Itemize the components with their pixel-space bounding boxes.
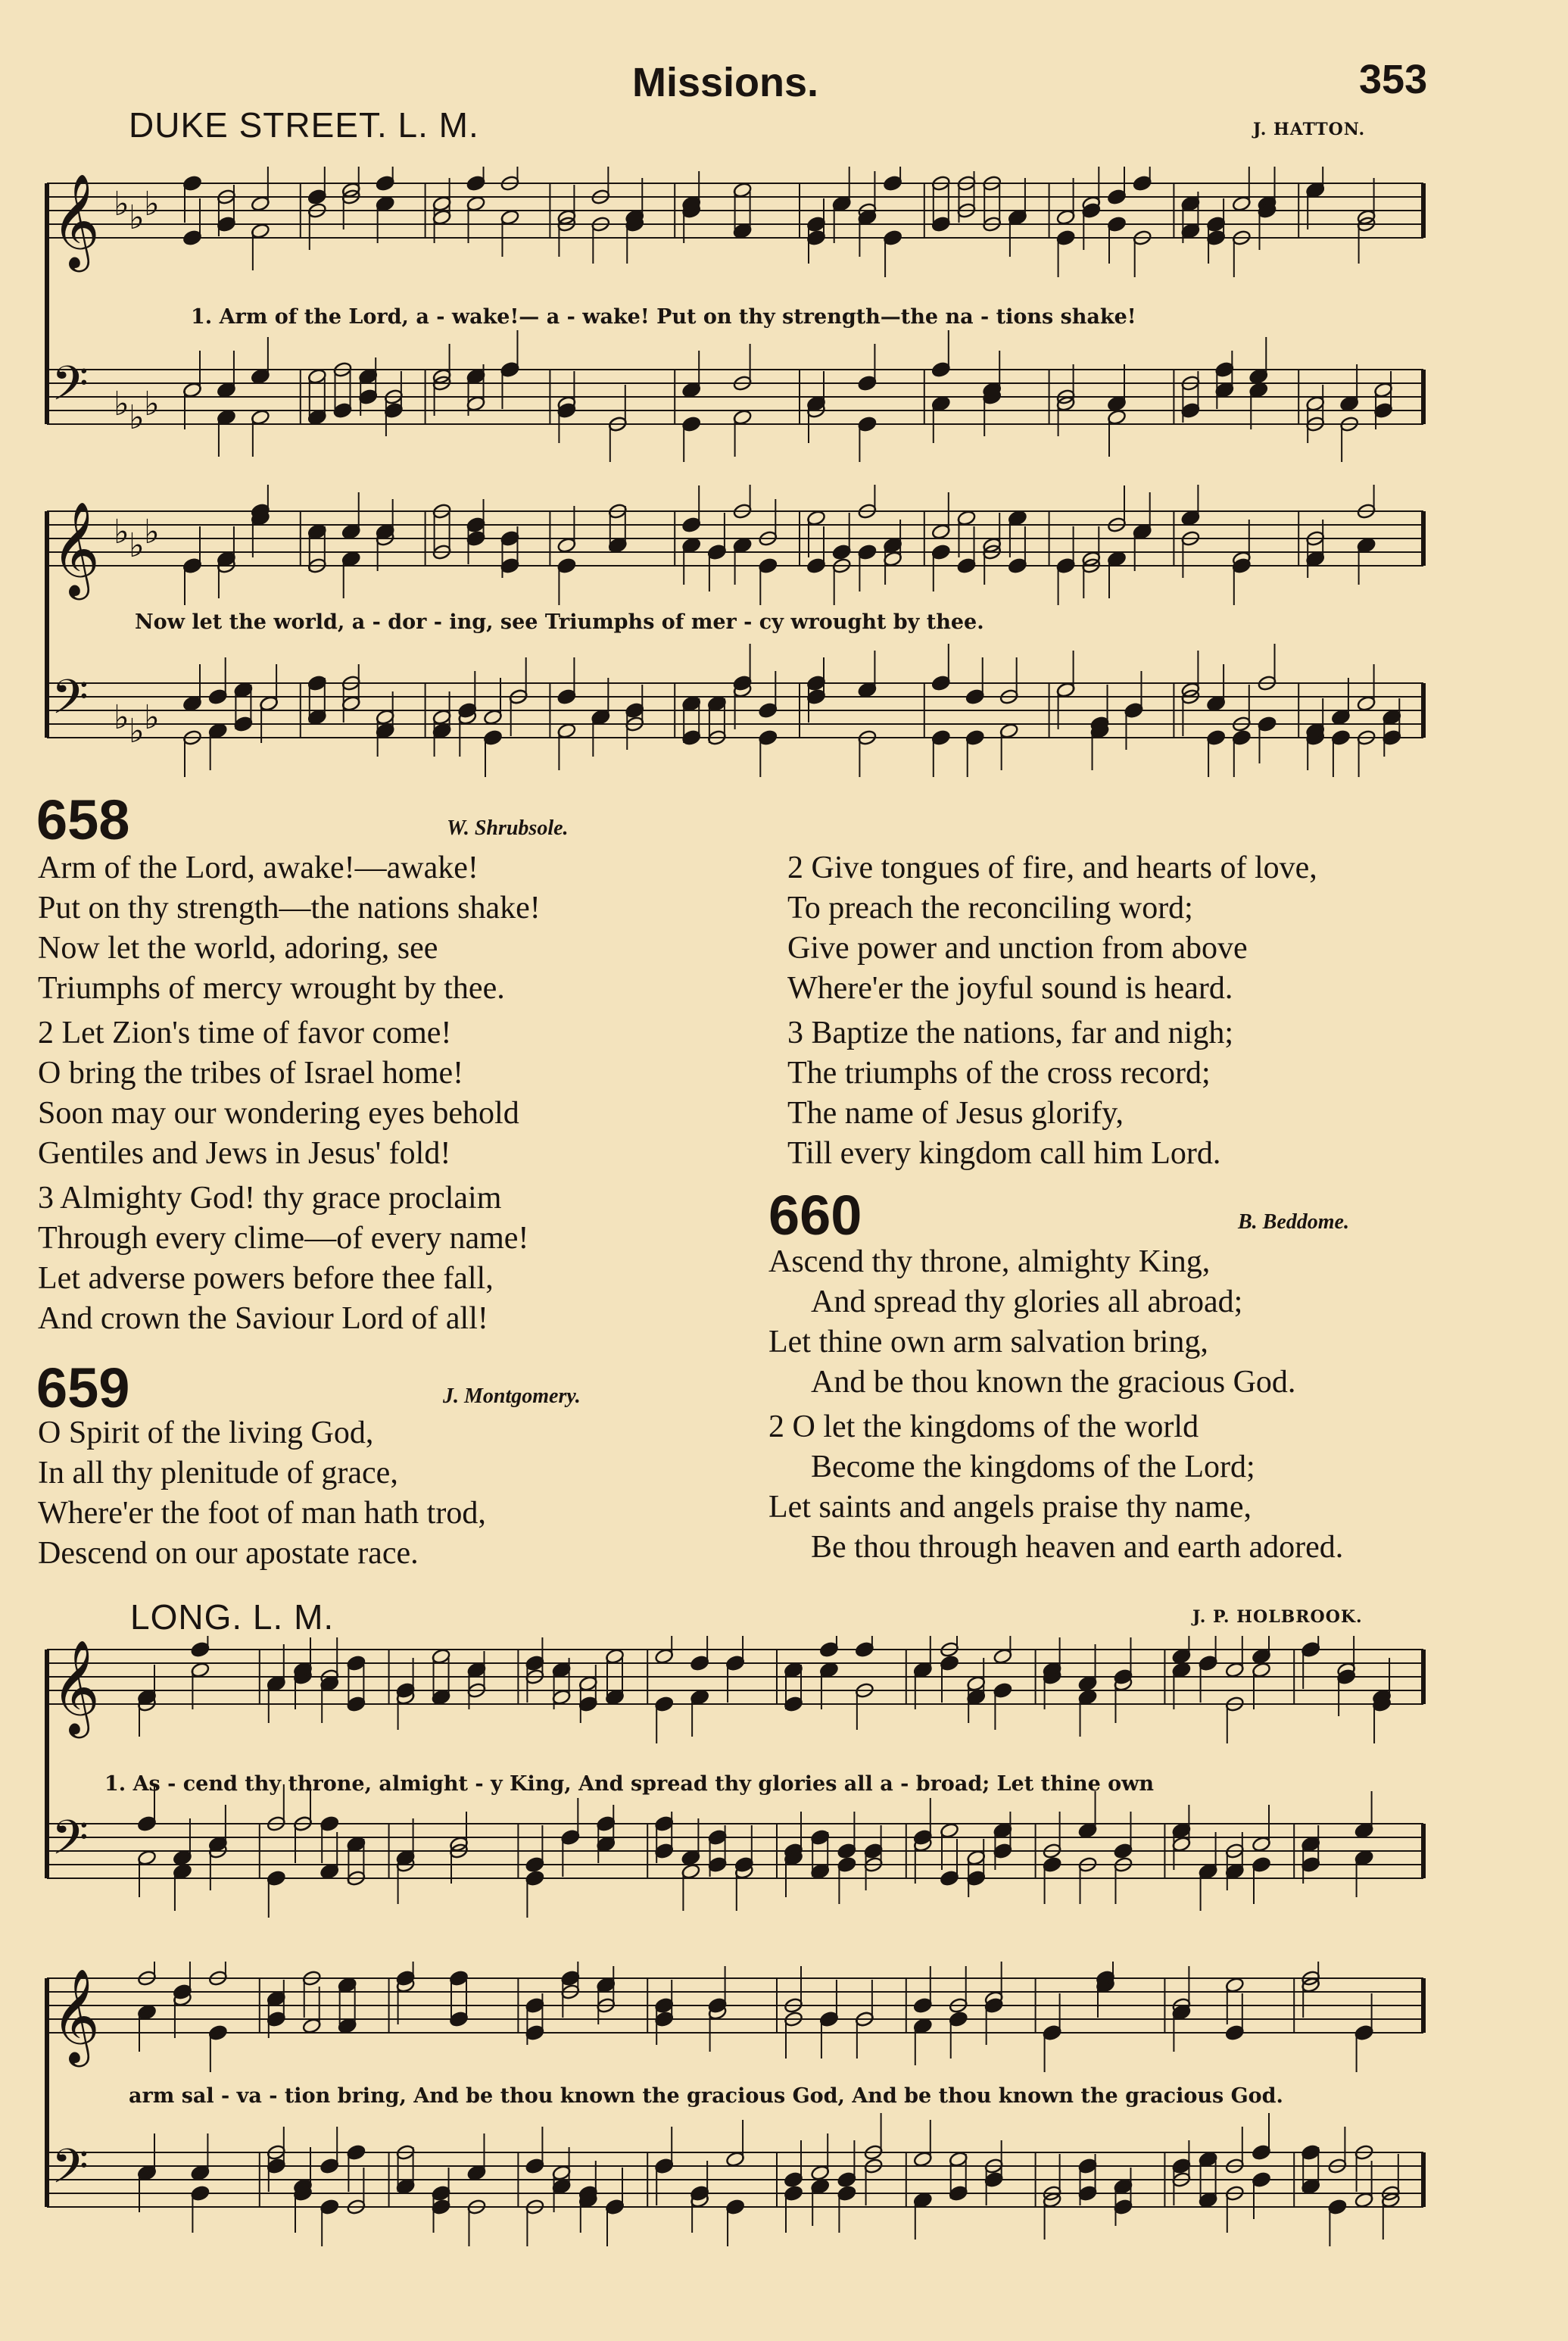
tune-composer-hatton: J. HATTON. <box>1253 120 1366 139</box>
verse-line: Give power and unction from above <box>787 931 1248 966</box>
verse-line: Put on thy strength—the nations shake! <box>38 891 541 925</box>
svg-text:𝄞: 𝄞 <box>51 1968 100 2063</box>
verse-line: O Spirit of the living God, <box>38 1416 374 1450</box>
hymn-658-right-verses <box>787 848 1545 1178</box>
verse-line: O bring the tribes of Israel home! <box>38 1056 464 1091</box>
hymn-author-658: W. Shrubsole. <box>447 816 569 840</box>
verse-line: Triumphs of mercy wrought by thee. <box>38 971 505 1006</box>
verse-line: Where'er the foot of man hath trod, <box>38 1496 486 1531</box>
hymn-660-verses <box>768 1242 1526 1572</box>
svg-text:𝄞: 𝄞 <box>51 173 100 268</box>
lyric-line-long-1: 1. As - cend thy throne, almight - y King, And spread thy glories all a - broad; Let thine own <box>104 1772 1155 1796</box>
lyric-line-long-2: arm sal - va - tion bring, And be thou known the gracious God, And be thou known the gracious God. <box>129 2084 1283 2108</box>
verse-line: 2 Give tongues of fire, and hearts of love, <box>787 851 1317 885</box>
verse-line: 3 Almighty God! thy grace proclaim <box>38 1181 502 1216</box>
hymn-number-660: 660 <box>768 1184 862 1247</box>
stanza-658-4 <box>787 848 1545 1009</box>
verse-line: In all thy plenitude of grace, <box>38 1456 398 1490</box>
svg-text:𝄢: 𝄢 <box>51 669 89 736</box>
stanza-659-1 <box>38 1413 734 1574</box>
svg-text:♭: ♭ <box>114 698 129 737</box>
svg-text:♭: ♭ <box>144 385 160 423</box>
verse-line: The name of Jesus glorify, <box>787 1096 1124 1131</box>
svg-text:♭: ♭ <box>114 185 129 223</box>
hymn-number-658: 658 <box>36 788 130 851</box>
verse-line: Soon may our wondering eyes behold <box>38 1096 519 1131</box>
page-title: Missions. <box>632 60 819 105</box>
svg-text:♭: ♭ <box>114 513 129 551</box>
svg-text:𝄢: 𝄢 <box>51 355 89 423</box>
page-number: 353 <box>1359 57 1428 102</box>
svg-text:♭: ♭ <box>129 712 145 751</box>
svg-text:𝄞: 𝄞 <box>51 501 100 596</box>
verse-line: Now let the world, adoring, see <box>38 931 438 966</box>
svg-text:𝄞: 𝄞 <box>51 1640 100 1734</box>
svg-text:♭: ♭ <box>129 398 145 437</box>
svg-text:♭: ♭ <box>144 513 160 551</box>
lyric-line-duke-street-2: Now let the world, a - dor - ing, see Triumphs of mer - cy wrought by thee. <box>135 610 984 634</box>
verse-line: Arm of the Lord, awake!—awake! <box>38 851 479 885</box>
verse-line: Be thou through heaven and earth adored. <box>811 1530 1344 1565</box>
verse-line: Let thine own arm salvation bring, <box>768 1325 1208 1359</box>
score-duke-street-system-2 <box>30 485 1454 795</box>
verse-line: 2 Let Zion's time of favor come! <box>38 1016 452 1050</box>
svg-text:♭: ♭ <box>114 385 129 423</box>
svg-text:♭: ♭ <box>129 198 145 237</box>
verse-line: Become the kingdoms of the Lord; <box>811 1450 1255 1484</box>
stanza-660-2 <box>768 1407 1526 1568</box>
svg-text:𝄢: 𝄢 <box>51 2138 89 2205</box>
svg-text:♭: ♭ <box>129 526 145 565</box>
hymn-author-660: B. Beddome. <box>1238 1210 1349 1234</box>
tune-name-duke-street: DUKE STREET. L. M. <box>129 105 479 145</box>
verse-line: Ascend thy throne, almighty King, <box>768 1244 1211 1279</box>
svg-text:♭: ♭ <box>144 185 160 223</box>
svg-text:𝄢: 𝄢 <box>51 1809 89 1877</box>
verse-line: And be thou known the gracious God. <box>811 1365 1296 1400</box>
tune-composer-holbrook: J. P. HOLBROOK. <box>1192 1607 1363 1627</box>
verse-line: Descend on our apostate race. <box>38 1536 419 1571</box>
verse-line: And spread thy glories all abroad; <box>811 1284 1243 1319</box>
verse-line: Let adverse powers before thee fall, <box>38 1261 494 1296</box>
stanza-660-1 <box>768 1242 1526 1403</box>
svg-text:♭: ♭ <box>144 698 160 737</box>
verse-line: 2 O let the kingdoms of the world <box>768 1409 1199 1444</box>
verse-line: 3 Baptize the nations, far and nigh; <box>787 1016 1234 1050</box>
verse-line: Let saints and angels praise thy name, <box>768 1490 1252 1525</box>
stanza-658-1 <box>38 848 734 1009</box>
stanza-658-5 <box>787 1013 1545 1174</box>
verse-line: Gentiles and Jews in Jesus' fold! <box>38 1136 451 1171</box>
verse-line: To preach the reconciling word; <box>787 891 1193 925</box>
hymn-658-left-verses <box>38 848 734 1344</box>
hymn-author-659: J. Montgomery. <box>443 1384 581 1408</box>
tune-name-long: LONG. L. M. <box>130 1597 335 1637</box>
verse-line: Till every kingdom call him Lord. <box>787 1136 1221 1171</box>
verse-line: Through every clime—of every name! <box>38 1221 529 1256</box>
verse-line: The triumphs of the cross record; <box>787 1056 1211 1091</box>
hymn-number-659: 659 <box>36 1356 130 1419</box>
verse-line: And crown the Saviour Lord of all! <box>38 1301 488 1336</box>
score-long-system-2 <box>30 1962 1454 2257</box>
stanza-658-2 <box>38 1013 734 1174</box>
stanza-658-3 <box>38 1178 734 1339</box>
lyric-line-duke-street-1: 1. Arm of the Lord, a - wake!— a - wake! Put on thy strength—the na - tions shake! <box>191 305 1136 329</box>
hymn-659-verses <box>38 1413 734 1578</box>
verse-line: Where'er the joyful sound is heard. <box>787 971 1233 1006</box>
